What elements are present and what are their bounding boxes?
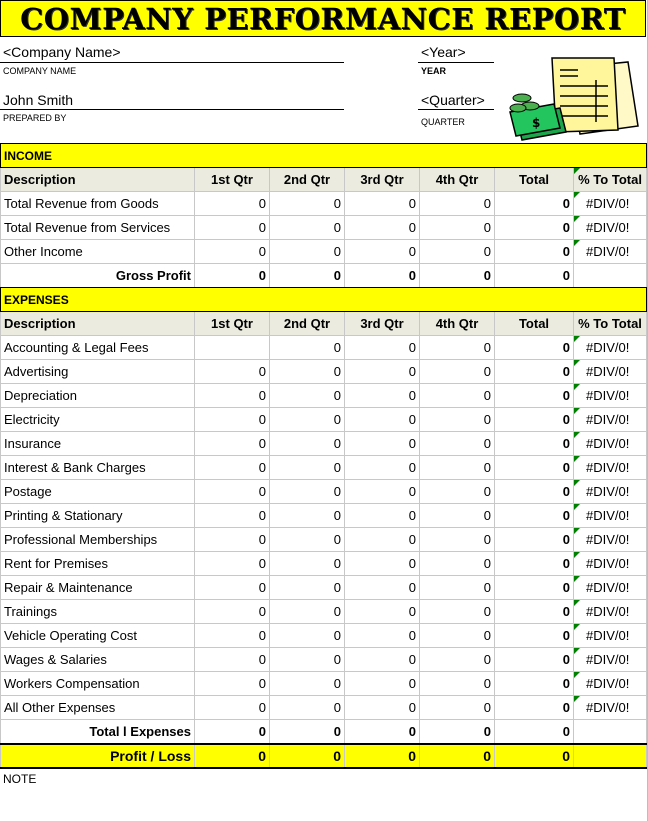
total-row-label: Total l Expenses [1,720,195,744]
row-q2-value[interactable]: 0 [270,696,345,720]
expenses-section-label: EXPENSES [1,288,647,312]
row-q1-value[interactable]: 0 [195,408,270,432]
row-pct-value[interactable]: #DIV/0! [574,648,647,672]
row-pct-value[interactable]: #DIV/0! [574,192,647,216]
row-pct-value[interactable]: #DIV/0! [574,480,647,504]
row-q2-value[interactable]: 0 [270,240,345,264]
row-description[interactable]: Interest & Bank Charges [1,456,195,480]
row-description[interactable]: Trainings [1,600,195,624]
col-q1: 1st Qtr [195,312,270,336]
row-total-value[interactable]: 0 [495,240,574,264]
row-q2-value[interactable]: 0 [270,624,345,648]
company-name-underline [0,62,344,63]
year-underline [418,62,494,63]
row-pct-value[interactable]: #DIV/0! [574,696,647,720]
row-q2-value[interactable]: 0 [270,408,345,432]
row-q1-value[interactable]: 0 [195,648,270,672]
row-q2-value[interactable]: 0 [270,480,345,504]
row-q2-value[interactable]: 0 [270,456,345,480]
report-money-icon [508,56,642,142]
row-q4-value[interactable]: 0 [420,648,495,672]
row-q4-value[interactable]: 0 [420,456,495,480]
row-description[interactable]: Repair & Maintenance [1,576,195,600]
row-q1-value[interactable]: 0 [195,360,270,384]
row-q4-value[interactable]: 0 [420,576,495,600]
svg-text:$: $ [532,116,541,130]
row-description[interactable]: Vehicle Operating Cost [1,624,195,648]
profit-q4-value[interactable]: 0 [420,744,495,768]
row-q3-value[interactable]: 0 [345,696,420,720]
table-row [1,528,647,552]
col-pct-total: % To Total [574,168,647,192]
row-q1-value[interactable]: 0 [195,384,270,408]
prepared-by-field[interactable]: John Smith [3,92,74,108]
row-description[interactable]: Postage [1,480,195,504]
row-pct-value[interactable]: #DIV/0! [574,456,647,480]
row-q4-value[interactable]: 0 [420,504,495,528]
table-row [1,456,647,480]
row-total-value[interactable]: 0 [495,648,574,672]
row-total-value[interactable]: 0 [495,480,574,504]
row-q3-value[interactable]: 0 [345,648,420,672]
table-row [1,240,647,264]
row-pct-value[interactable]: #DIV/0! [574,240,647,264]
row-q3-value[interactable]: 0 [345,360,420,384]
row-q4-value[interactable]: 0 [420,624,495,648]
row-q2-value[interactable]: 0 [270,552,345,576]
total-pct-empty[interactable] [574,720,647,744]
row-q2-value[interactable]: 0 [270,576,345,600]
quarter-field[interactable]: <Quarter> [421,92,485,108]
total-q4-value[interactable]: 0 [420,720,495,744]
table-row [1,504,647,528]
row-pct-value[interactable]: #DIV/0! [574,600,647,624]
row-q2-value[interactable]: 0 [270,216,345,240]
row-total-value[interactable]: 0 [495,456,574,480]
row-description[interactable]: All Other Expenses [1,696,195,720]
col-description: Description [1,312,195,336]
row-total-value[interactable]: 0 [495,528,574,552]
row-description[interactable]: Other Income [1,240,195,264]
row-q2-value[interactable]: 0 [270,504,345,528]
report-title: COMPANY PERFORMANCE REPORT [20,2,626,36]
col-q4: 4th Qtr [420,168,495,192]
prepared-by-caption: PREPARED BY [3,113,67,123]
total-q2-value[interactable]: 0 [270,264,345,288]
row-q1-value[interactable]: 0 [195,672,270,696]
row-pct-value[interactable]: #DIV/0! [574,360,647,384]
col-q2: 2nd Qtr [270,312,345,336]
col-q3: 3rd Qtr [345,168,420,192]
row-q1-value[interactable]: 0 [195,504,270,528]
row-q4-value[interactable]: 0 [420,600,495,624]
row-total-value[interactable]: 0 [495,216,574,240]
row-description[interactable]: Professional Memberships [1,528,195,552]
row-q1-value[interactable] [195,336,270,360]
row-q3-value[interactable]: 0 [345,336,420,360]
row-total-value[interactable]: 0 [495,432,574,456]
row-total-value[interactable]: 0 [495,384,574,408]
row-q3-value[interactable]: 0 [345,432,420,456]
row-q4-value[interactable]: 0 [420,192,495,216]
total-q2-value[interactable]: 0 [270,720,345,744]
row-total-value[interactable]: 0 [495,624,574,648]
company-name-caption: COMPANY NAME [3,66,77,76]
row-q2-value[interactable]: 0 [270,648,345,672]
col-total: Total [495,312,574,336]
year-field[interactable]: <Year> [421,44,466,60]
quarter-caption: QUARTER [421,117,465,127]
row-description[interactable]: Printing & Stationary [1,504,195,528]
row-q1-value[interactable]: 0 [195,192,270,216]
table-row [1,672,647,696]
total-total-value[interactable]: 0 [495,264,574,288]
row-q2-value[interactable]: 0 [270,360,345,384]
profit-total-value[interactable]: 0 [495,744,574,768]
table-row [1,360,647,384]
row-q4-value[interactable]: 0 [420,432,495,456]
expenses-table [0,287,647,769]
row-pct-value[interactable]: #DIV/0! [574,672,647,696]
row-q4-value[interactable]: 0 [420,408,495,432]
row-q2-value[interactable]: 0 [270,192,345,216]
row-total-value[interactable]: 0 [495,336,574,360]
row-description[interactable]: Workers Compensation [1,672,195,696]
row-q1-value[interactable]: 0 [195,600,270,624]
row-description[interactable]: Wages & Salaries [1,648,195,672]
profit-loss-row [1,744,647,768]
row-q3-value[interactable]: 0 [345,624,420,648]
row-total-value[interactable]: 0 [495,408,574,432]
table-row [1,600,647,624]
table-row [1,624,647,648]
row-pct-value[interactable]: #DIV/0! [574,408,647,432]
row-pct-value[interactable]: #DIV/0! [574,432,647,456]
row-description[interactable]: Accounting & Legal Fees [1,336,195,360]
table-row [1,384,647,408]
row-description[interactable]: Rent for Premises [1,552,195,576]
row-q3-value[interactable]: 0 [345,480,420,504]
note-label: NOTE [3,772,37,786]
row-total-value[interactable]: 0 [495,600,574,624]
row-q3-value[interactable]: 0 [345,672,420,696]
profit-loss-label: Profit / Loss [1,744,195,768]
expenses-section-header [1,288,647,312]
table-row [1,408,647,432]
row-q3-value[interactable]: 0 [345,456,420,480]
income-column-header-row [1,168,647,192]
table-row [1,192,647,216]
row-q3-value[interactable]: 0 [345,600,420,624]
row-description[interactable]: Total Revenue from Services [1,216,195,240]
table-row [1,216,647,240]
table-row [1,696,647,720]
row-q1-value[interactable]: 0 [195,240,270,264]
profit-q3-value[interactable]: 0 [345,744,420,768]
row-q1-value[interactable]: 0 [195,624,270,648]
row-pct-value[interactable]: #DIV/0! [574,624,647,648]
row-q3-value[interactable]: 0 [345,192,420,216]
row-total-value[interactable]: 0 [495,504,574,528]
row-q4-value[interactable]: 0 [420,240,495,264]
row-description[interactable]: Electricity [1,408,195,432]
row-total-value[interactable]: 0 [495,552,574,576]
row-q2-value[interactable]: 0 [270,432,345,456]
income-section-header [1,144,647,168]
col-description: Description [1,168,195,192]
row-q3-value[interactable]: 0 [345,216,420,240]
company-name-field[interactable]: <Company Name> [3,44,121,60]
row-q1-value[interactable]: 0 [195,432,270,456]
table-row [1,552,647,576]
row-description[interactable]: Depreciation [1,384,195,408]
row-q4-value[interactable]: 0 [420,360,495,384]
total-q1-value[interactable]: 0 [195,720,270,744]
col-q1: 1st Qtr [195,168,270,192]
row-pct-value[interactable]: #DIV/0! [574,552,647,576]
row-q2-value[interactable]: 0 [270,384,345,408]
row-q3-value[interactable]: 0 [345,504,420,528]
row-total-value[interactable]: 0 [495,576,574,600]
row-description[interactable]: Advertising [1,360,195,384]
col-q3: 3rd Qtr [345,312,420,336]
row-q4-value[interactable]: 0 [420,336,495,360]
row-q4-value[interactable]: 0 [420,480,495,504]
table-row [1,648,647,672]
row-q3-value[interactable]: 0 [345,576,420,600]
row-q2-value[interactable]: 0 [270,528,345,552]
total-row-label: Gross Profit [1,264,195,288]
total-total-value[interactable]: 0 [495,720,574,744]
profit-q1-value[interactable]: 0 [195,744,270,768]
income-table [0,143,647,288]
row-total-value[interactable]: 0 [495,360,574,384]
row-pct-value[interactable]: #DIV/0! [574,504,647,528]
row-q3-value[interactable]: 0 [345,384,420,408]
prepared-by-underline [0,109,344,110]
table-total-row [1,720,647,744]
profit-pct-empty[interactable] [574,744,647,768]
row-q1-value[interactable]: 0 [195,696,270,720]
col-pct-total: % To Total [574,312,647,336]
row-total-value[interactable]: 0 [495,696,574,720]
row-q3-value[interactable]: 0 [345,552,420,576]
row-q4-value[interactable]: 0 [420,216,495,240]
year-caption: YEAR [421,66,447,76]
report-title-bar [0,0,646,37]
row-q1-value[interactable]: 0 [195,528,270,552]
quarter-underline [418,109,494,110]
note-area[interactable] [0,768,647,821]
row-pct-value[interactable]: #DIV/0! [574,384,647,408]
row-q2-value[interactable]: 0 [270,600,345,624]
row-total-value[interactable]: 0 [495,192,574,216]
row-q1-value[interactable]: 0 [195,552,270,576]
col-q4: 4th Qtr [420,312,495,336]
row-pct-value[interactable]: #DIV/0! [574,216,647,240]
col-total: Total [495,168,574,192]
row-q4-value[interactable]: 0 [420,552,495,576]
table-row [1,480,647,504]
row-q1-value[interactable]: 0 [195,480,270,504]
row-q1-value[interactable]: 0 [195,456,270,480]
table-row [1,576,647,600]
row-description[interactable]: Total Revenue from Goods [1,192,195,216]
expenses-column-header-row [1,312,647,336]
row-pct-value[interactable]: #DIV/0! [574,336,647,360]
total-q4-value[interactable]: 0 [420,264,495,288]
row-description[interactable]: Insurance [1,432,195,456]
income-section-label: INCOME [1,144,647,168]
table-total-row [1,264,647,288]
row-q2-value[interactable]: 0 [270,672,345,696]
table-row [1,432,647,456]
profit-q2-value[interactable]: 0 [270,744,345,768]
row-q4-value[interactable]: 0 [420,672,495,696]
total-q3-value[interactable]: 0 [345,720,420,744]
row-q4-value[interactable]: 0 [420,696,495,720]
row-q3-value[interactable]: 0 [345,408,420,432]
col-q2: 2nd Qtr [270,168,345,192]
total-q3-value[interactable]: 0 [345,264,420,288]
row-pct-value[interactable]: #DIV/0! [574,576,647,600]
row-q2-value[interactable]: 0 [270,336,345,360]
row-q3-value[interactable]: 0 [345,240,420,264]
row-q1-value[interactable]: 0 [195,216,270,240]
row-q3-value[interactable]: 0 [345,528,420,552]
row-total-value[interactable]: 0 [495,672,574,696]
table-row [1,336,647,360]
total-pct-empty[interactable] [574,264,647,288]
row-q4-value[interactable]: 0 [420,384,495,408]
row-q4-value[interactable]: 0 [420,528,495,552]
row-q1-value[interactable]: 0 [195,576,270,600]
total-q1-value[interactable]: 0 [195,264,270,288]
row-pct-value[interactable]: #DIV/0! [574,528,647,552]
